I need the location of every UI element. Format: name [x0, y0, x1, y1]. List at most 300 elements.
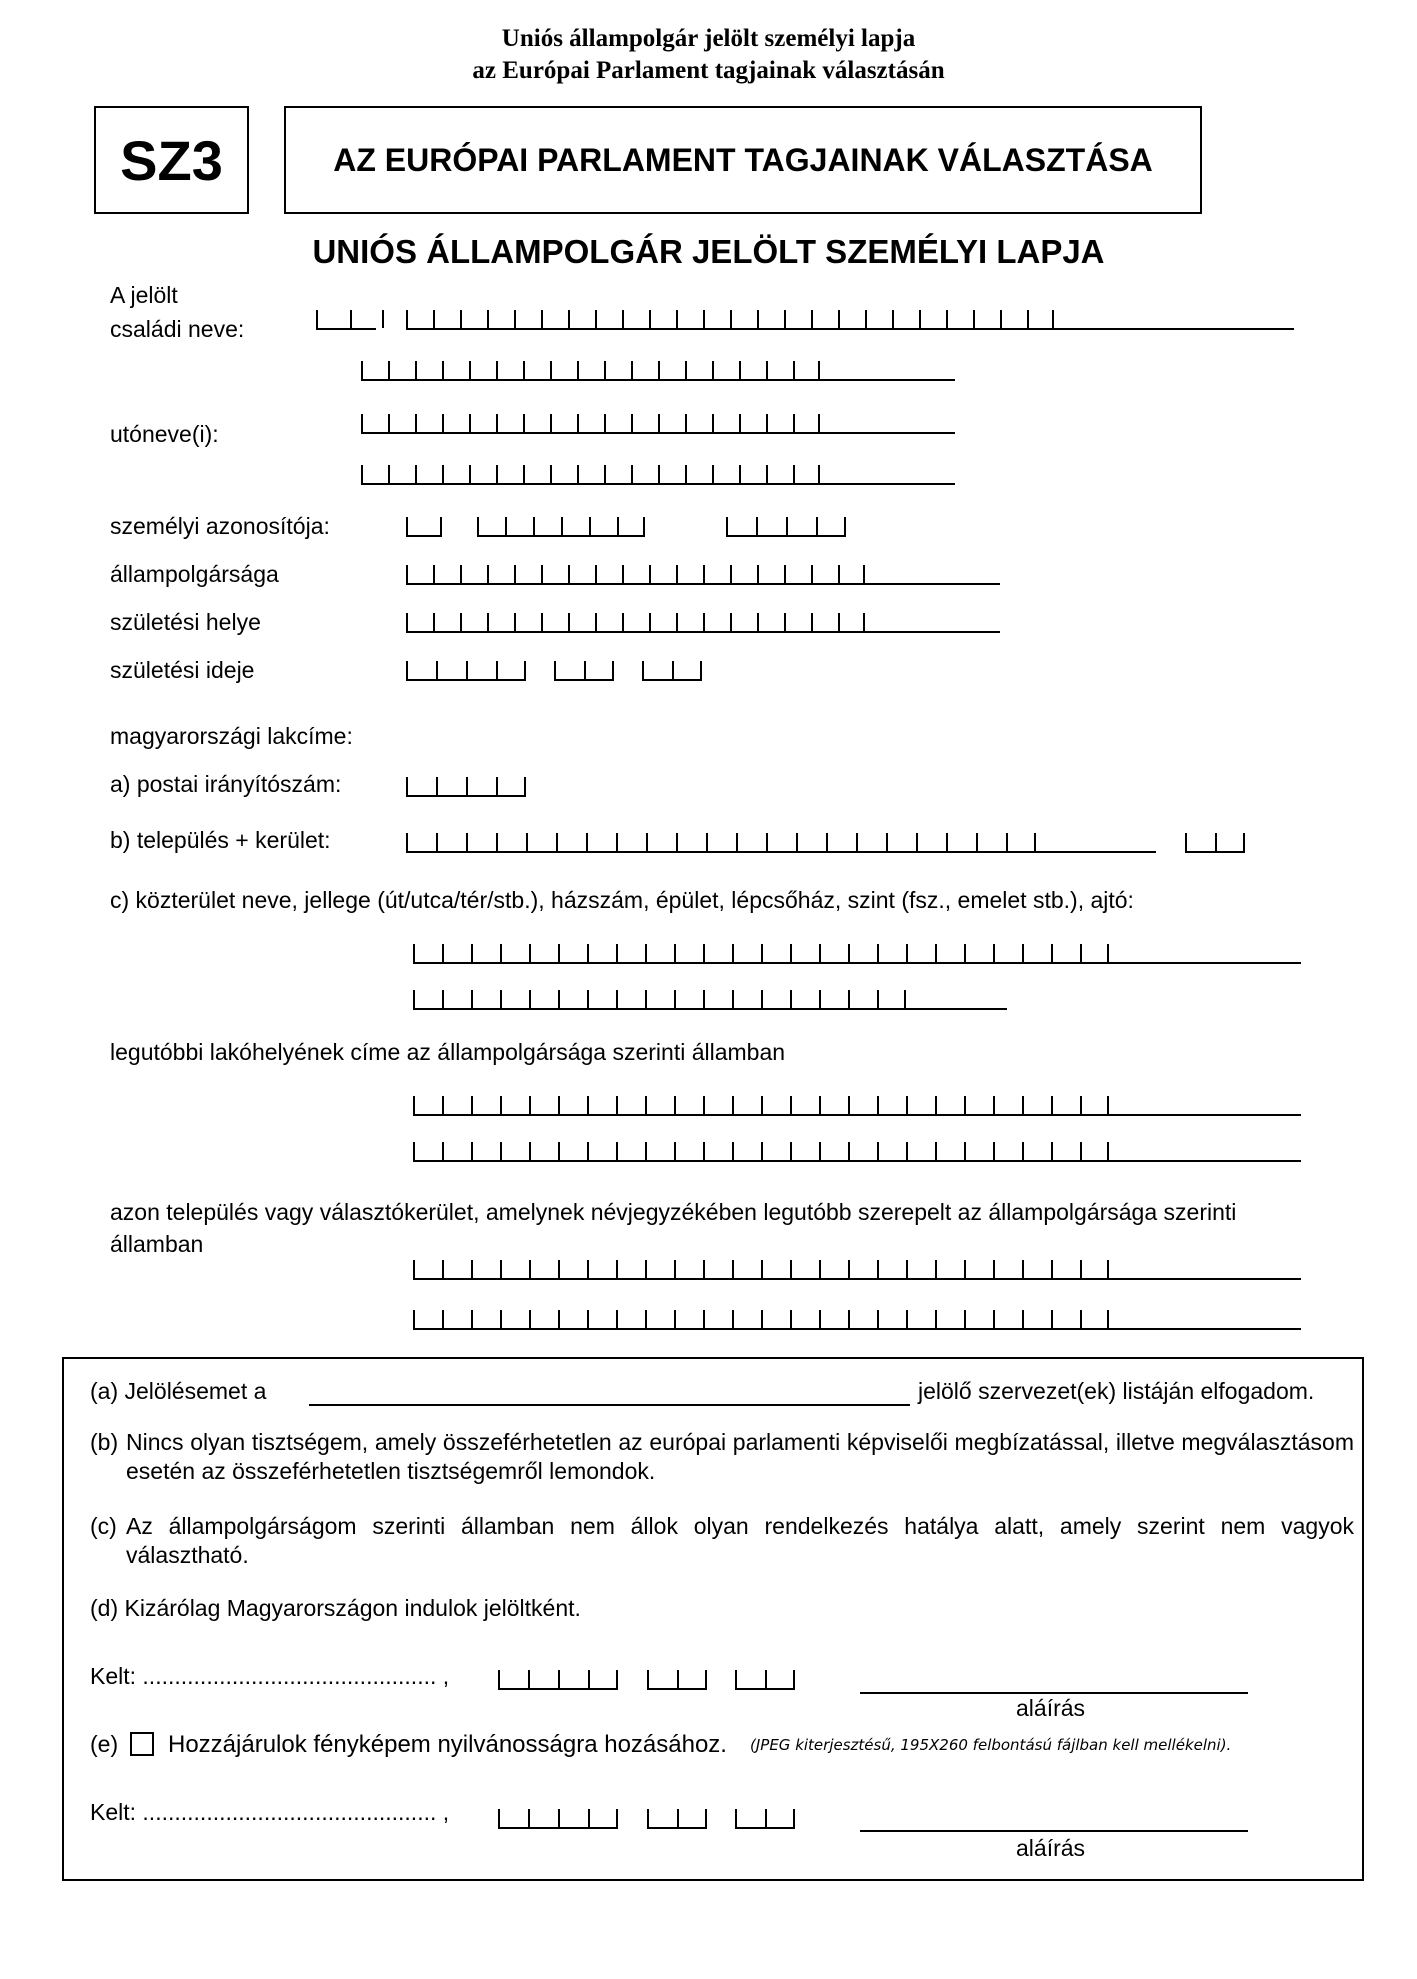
surname-comb-1[interactable]: [406, 310, 1294, 330]
comb-tick: [524, 777, 526, 795]
declaration-a-prefix: (a) Jelölésemet a: [90, 1378, 267, 1404]
comb-tick: [643, 517, 645, 535]
nominating-organization-line[interactable]: [309, 1404, 910, 1406]
comb-tick: [964, 1310, 966, 1328]
document-title-line-2: az Európai Parlament tagjainak választásán: [472, 57, 945, 84]
comb-tick: [765, 1809, 767, 1827]
comb-tick: [436, 661, 438, 679]
sign-date-day-comb-2[interactable]: [735, 1809, 795, 1829]
comb-tick: [784, 310, 786, 328]
comb-tick: [865, 310, 867, 328]
comb-tick: [406, 833, 408, 851]
comb-tick: [674, 990, 676, 1008]
comb-tick: [976, 833, 978, 851]
kelt-label-1: Kelt: .............................................. ,: [90, 1663, 450, 1689]
comb-tick: [533, 517, 535, 535]
comb-tick: [796, 833, 798, 851]
form-code-box: [94, 106, 249, 214]
surname-label-2: családi neve:: [110, 316, 245, 342]
comb-tick: [587, 1142, 589, 1160]
comb-tick: [993, 1310, 995, 1328]
comb-tick: [649, 565, 651, 583]
comb-tick: [790, 1260, 792, 1278]
comb-tick: [790, 944, 792, 962]
comb-tick: [685, 465, 687, 483]
comb-tick: [645, 1310, 647, 1328]
comb-tick: [703, 1096, 705, 1114]
comb-tick: [382, 310, 384, 328]
comb-tick: [526, 833, 528, 851]
comb-tick: [730, 310, 732, 328]
comb-tick: [730, 565, 732, 583]
comb-tick: [1034, 833, 1036, 851]
comb-tick: [793, 1809, 795, 1827]
given-names-label: utóneve(i):: [110, 421, 219, 447]
comb-tick: [413, 1142, 415, 1160]
comb-tick: [703, 1310, 705, 1328]
document-title-line-1: Uniós állampolgár jelölt személyi lapja: [501, 25, 916, 52]
comb-tick: [413, 1260, 415, 1278]
comb-tick: [541, 310, 543, 328]
declaration-c-text: Az állampolgárságom szerinti államban nem állok olyan rendelkezés hatálya alatt, amely szerint nem vagyok választható.: [126, 1513, 1354, 1568]
comb-tick: [816, 517, 818, 535]
comb-tick: [496, 661, 498, 679]
comb-tick: [1022, 1310, 1024, 1328]
comb-tick: [361, 361, 363, 379]
comb-tick: [935, 1310, 937, 1328]
declaration-e-note: (JPEG kiterjesztésű, 195X260 felbontású fájlban kell mellékelni).: [750, 1736, 1232, 1754]
comb-tick: [471, 1142, 473, 1160]
comb-tick: [616, 1809, 618, 1827]
comb-tick: [529, 990, 531, 1008]
comb-tick: [906, 1310, 908, 1328]
comb-tick: [964, 1260, 966, 1278]
given-names-comb-2[interactable]: [361, 465, 955, 485]
comb-tick: [946, 310, 948, 328]
comb-tick: [793, 361, 795, 379]
comb-tick: [647, 1809, 649, 1827]
comb-tick: [617, 517, 619, 535]
comb-tick: [732, 1096, 734, 1114]
comb-tick: [757, 613, 759, 631]
comb-tick: [1052, 310, 1054, 328]
comb-tick: [848, 1096, 850, 1114]
comb-tick: [586, 833, 588, 851]
comb-tick: [460, 565, 462, 583]
comb-tick: [568, 565, 570, 583]
comb-tick: [316, 310, 318, 328]
comb-tick: [757, 310, 759, 328]
comb-tick: [674, 1310, 676, 1328]
given-names-comb-1[interactable]: [361, 414, 955, 434]
settlement-comb[interactable]: [406, 833, 1156, 853]
comb-tick: [732, 1310, 734, 1328]
comb-tick: [406, 613, 408, 631]
comb-tick: [703, 990, 705, 1008]
comb-tick: [863, 613, 865, 631]
comb-tick: [674, 944, 676, 962]
comb-tick: [469, 414, 471, 432]
comb-tick: [712, 414, 714, 432]
comb-tick: [705, 1670, 707, 1688]
comb-tick: [645, 1260, 647, 1278]
comb-tick: [647, 1670, 649, 1688]
comb-tick: [906, 1142, 908, 1160]
sign-date-year-comb-2[interactable]: [498, 1809, 618, 1829]
comb-tick: [1080, 1096, 1082, 1114]
comb-tick: [819, 944, 821, 962]
comb-tick: [413, 990, 415, 1008]
surname-comb-2[interactable]: [361, 361, 955, 381]
comb-tick: [415, 465, 417, 483]
comb-tick: [730, 613, 732, 631]
comb-tick: [616, 1142, 618, 1160]
comb-tick: [1107, 944, 1109, 962]
comb-tick: [819, 1260, 821, 1278]
comb-tick: [916, 833, 918, 851]
comb-tick: [712, 465, 714, 483]
comb-tick: [523, 361, 525, 379]
photo-consent-checkbox[interactable]: [130, 1732, 154, 1756]
last-residence-comb-1[interactable]: [413, 1096, 1301, 1116]
comb-tick: [442, 1096, 444, 1114]
comb-tick: [964, 1142, 966, 1160]
comb-tick: [1080, 1142, 1082, 1160]
comb-tick: [739, 361, 741, 379]
comb-tick: [487, 613, 489, 631]
comb-tick: [964, 944, 966, 962]
district-comb[interactable]: [1185, 833, 1245, 853]
comb-tick: [811, 613, 813, 631]
comb-tick: [712, 361, 714, 379]
comb-tick: [442, 1260, 444, 1278]
comb-tick: [556, 833, 558, 851]
comb-tick: [442, 944, 444, 962]
comb-tick: [676, 613, 678, 631]
comb-tick: [703, 613, 705, 631]
comb-tick: [471, 1260, 473, 1278]
comb-tick: [877, 1142, 879, 1160]
banner-box: [284, 106, 1202, 214]
birthdate-label: születési ideje: [110, 657, 255, 683]
comb-tick: [350, 310, 352, 328]
comb-tick: [766, 465, 768, 483]
comb-tick: [584, 661, 586, 679]
comb-tick: [1022, 1096, 1024, 1114]
comb-tick: [460, 310, 462, 328]
comb-tick: [496, 833, 498, 851]
comb-tick: [550, 361, 552, 379]
comb-tick: [732, 944, 734, 962]
comb-tick: [757, 565, 759, 583]
comb-tick: [658, 465, 660, 483]
comb-tick: [500, 1096, 502, 1114]
comb-tick: [460, 613, 462, 631]
comb-tick: [726, 517, 728, 535]
comb-tick: [558, 944, 560, 962]
comb-tick: [863, 565, 865, 583]
declaration-e-marker: (e): [90, 1731, 119, 1757]
comb-tick: [529, 1260, 531, 1278]
comb-tick: [388, 465, 390, 483]
personal-id-comb-3[interactable]: [726, 517, 846, 537]
surname-label-1: A jelölt: [110, 282, 178, 308]
comb-tick: [1051, 1310, 1053, 1328]
comb-tick: [406, 565, 408, 583]
comb-tick: [848, 944, 850, 962]
comb-tick: [935, 944, 937, 962]
comb-tick: [616, 1670, 618, 1688]
declaration-c-marker: (c): [90, 1513, 117, 1539]
comb-tick: [577, 414, 579, 432]
comb-tick: [904, 990, 906, 1008]
comb-tick: [848, 990, 850, 1008]
comb-tick: [589, 517, 591, 535]
comb-tick: [541, 613, 543, 631]
comb-tick: [528, 1809, 530, 1827]
comb-tick: [906, 1260, 908, 1278]
comb-tick: [587, 1096, 589, 1114]
comb-tick: [442, 465, 444, 483]
comb-tick: [604, 414, 606, 432]
register-label-1: azon település vagy választókerület, amelynek névjegyzékében legutóbb szerepelt az állampolgársága szerinti: [110, 1199, 1237, 1225]
comb-tick: [877, 1260, 879, 1278]
comb-tick: [677, 1670, 679, 1688]
comb-tick: [1107, 1096, 1109, 1114]
comb-tick: [568, 613, 570, 631]
comb-tick: [766, 414, 768, 432]
comb-tick: [993, 1142, 995, 1160]
comb-tick: [790, 1310, 792, 1328]
comb-tick: [466, 661, 468, 679]
comb-tick: [1051, 944, 1053, 962]
comb-tick: [646, 833, 648, 851]
comb-tick: [587, 1260, 589, 1278]
comb-tick: [622, 310, 624, 328]
comb-tick: [674, 1096, 676, 1114]
comb-tick: [790, 1096, 792, 1114]
comb-tick: [685, 361, 687, 379]
comb-tick: [886, 833, 888, 851]
comb-tick: [819, 990, 821, 1008]
comb-tick: [1215, 833, 1217, 851]
comb-tick: [786, 517, 788, 535]
comb-tick: [761, 1096, 763, 1114]
sign-date-day-comb-1[interactable]: [735, 1670, 795, 1690]
last-residence-comb-2[interactable]: [413, 1142, 1301, 1162]
address-heading: magyarországi lakcíme:: [110, 723, 353, 749]
comb-tick: [676, 565, 678, 583]
surname-prefix-comb[interactable]: [316, 310, 376, 330]
comb-tick: [604, 465, 606, 483]
comb-tick: [700, 661, 702, 679]
comb-tick: [406, 517, 408, 535]
comb-tick: [631, 414, 633, 432]
comb-tick: [524, 661, 526, 679]
comb-tick: [487, 565, 489, 583]
comb-tick: [466, 777, 468, 795]
comb-tick: [550, 414, 552, 432]
street-comb-1[interactable]: [413, 944, 1301, 964]
comb-tick: [442, 1310, 444, 1328]
comb-tick: [406, 310, 408, 328]
comb-tick: [877, 1096, 879, 1114]
comb-tick: [496, 361, 498, 379]
comb-tick: [466, 833, 468, 851]
comb-tick: [818, 361, 820, 379]
comb-tick: [529, 944, 531, 962]
comb-tick: [442, 361, 444, 379]
comb-tick: [631, 361, 633, 379]
comb-tick: [588, 1670, 590, 1688]
comb-tick: [946, 833, 948, 851]
comb-tick: [765, 1670, 767, 1688]
comb-tick: [500, 1310, 502, 1328]
birthplace-comb[interactable]: [406, 613, 1000, 633]
street-label: c) közterület neve, jellege (út/utca/tér/stb.), házszám, épület, lépcsőház, szint (fsz., emelet stb.), ajtó:: [110, 887, 1134, 913]
comb-tick: [1051, 1096, 1053, 1114]
comb-tick: [877, 990, 879, 1008]
comb-tick: [616, 1260, 618, 1278]
comb-tick: [906, 944, 908, 962]
citizenship-comb[interactable]: [406, 565, 1000, 585]
comb-tick: [631, 465, 633, 483]
comb-tick: [442, 990, 444, 1008]
birthplace-label: születési helye: [110, 609, 261, 635]
comb-tick: [819, 1096, 821, 1114]
birth-year-comb[interactable]: [406, 661, 526, 681]
birth-month-comb[interactable]: [554, 661, 614, 681]
comb-tick: [739, 465, 741, 483]
comb-tick: [558, 1809, 560, 1827]
comb-tick: [514, 310, 516, 328]
comb-tick: [674, 1142, 676, 1160]
comb-tick: [500, 990, 502, 1008]
register-comb-2[interactable]: [413, 1310, 1301, 1330]
comb-tick: [622, 565, 624, 583]
comb-tick: [1022, 944, 1024, 962]
personal-id-comb-2[interactable]: [477, 517, 645, 537]
comb-tick: [588, 1809, 590, 1827]
comb-tick: [529, 1310, 531, 1328]
comb-tick: [612, 661, 614, 679]
comb-tick: [514, 565, 516, 583]
comb-tick: [645, 1096, 647, 1114]
comb-tick: [674, 1260, 676, 1278]
comb-tick: [819, 1310, 821, 1328]
comb-tick: [993, 944, 995, 962]
comb-tick: [604, 361, 606, 379]
comb-tick: [756, 517, 758, 535]
comb-tick: [658, 361, 660, 379]
comb-tick: [645, 990, 647, 1008]
comb-tick: [790, 990, 792, 1008]
register-comb-1[interactable]: [413, 1260, 1301, 1280]
comb-tick: [935, 1142, 937, 1160]
declaration-b-marker: (b): [90, 1429, 119, 1455]
comb-tick: [838, 613, 840, 631]
kelt-label-2: Kelt: .............................................. ,: [90, 1799, 450, 1825]
comb-tick: [993, 1096, 995, 1114]
comb-tick: [436, 777, 438, 795]
settlement-label: b) település + kerület:: [110, 827, 331, 853]
comb-tick: [1107, 1260, 1109, 1278]
comb-tick: [554, 661, 556, 679]
comb-tick: [703, 1260, 705, 1278]
comb-tick: [433, 565, 435, 583]
form-code: SZ3: [120, 128, 223, 192]
comb-tick: [1080, 944, 1082, 962]
declaration-d-text: (d) Kizárólag Magyarországon indulok jelöltként.: [90, 1595, 581, 1621]
comb-tick: [471, 944, 473, 962]
birth-day-comb[interactable]: [642, 661, 702, 681]
comb-tick: [436, 833, 438, 851]
comb-tick: [793, 465, 795, 483]
comb-tick: [703, 944, 705, 962]
comb-tick: [818, 414, 820, 432]
sign-date-month-comb-2[interactable]: [647, 1809, 707, 1829]
comb-tick: [761, 1142, 763, 1160]
comb-tick: [1080, 1260, 1082, 1278]
comb-tick: [577, 361, 579, 379]
comb-tick: [848, 1260, 850, 1278]
register-label-2: államban: [110, 1231, 204, 1257]
comb-tick: [705, 1809, 707, 1827]
comb-tick: [790, 1142, 792, 1160]
comb-tick: [541, 565, 543, 583]
comb-tick: [558, 1260, 560, 1278]
signature-label-2: aláírás: [1016, 1835, 1086, 1861]
comb-tick: [964, 1096, 966, 1114]
comb-tick: [735, 1670, 737, 1688]
signature-line-2[interactable]: [860, 1830, 1248, 1832]
comb-tick: [433, 310, 435, 328]
comb-tick: [529, 1142, 531, 1160]
street-comb-2[interactable]: [413, 990, 1007, 1010]
comb-tick: [877, 944, 879, 962]
sign-date-month-comb-1[interactable]: [647, 1670, 707, 1690]
comb-tick: [595, 613, 597, 631]
comb-tick: [856, 833, 858, 851]
comb-tick: [622, 613, 624, 631]
comb-tick: [558, 990, 560, 1008]
sign-date-year-comb-1[interactable]: [498, 1670, 618, 1690]
comb-tick: [784, 565, 786, 583]
comb-tick: [1051, 1260, 1053, 1278]
comb-tick: [735, 1809, 737, 1827]
comb-tick: [703, 1142, 705, 1160]
comb-tick: [1185, 833, 1187, 851]
declaration-a-suffix: jelölő szervezet(ek) listáján elfogadom.: [918, 1378, 1315, 1404]
personal-id-label: személyi azonosítója:: [110, 513, 330, 539]
comb-tick: [616, 1096, 618, 1114]
comb-tick: [793, 414, 795, 432]
citizenship-label: állampolgársága: [110, 561, 279, 587]
comb-tick: [471, 1096, 473, 1114]
comb-tick: [388, 361, 390, 379]
comb-tick: [685, 414, 687, 432]
postcode-comb[interactable]: [406, 777, 526, 797]
comb-tick: [642, 661, 644, 679]
personal-id-comb-1[interactable]: [406, 517, 442, 537]
comb-tick: [415, 361, 417, 379]
comb-tick: [558, 1142, 560, 1160]
comb-tick: [413, 1096, 415, 1114]
comb-tick: [919, 310, 921, 328]
comb-tick: [616, 944, 618, 962]
comb-tick: [761, 1260, 763, 1278]
comb-tick: [388, 414, 390, 432]
